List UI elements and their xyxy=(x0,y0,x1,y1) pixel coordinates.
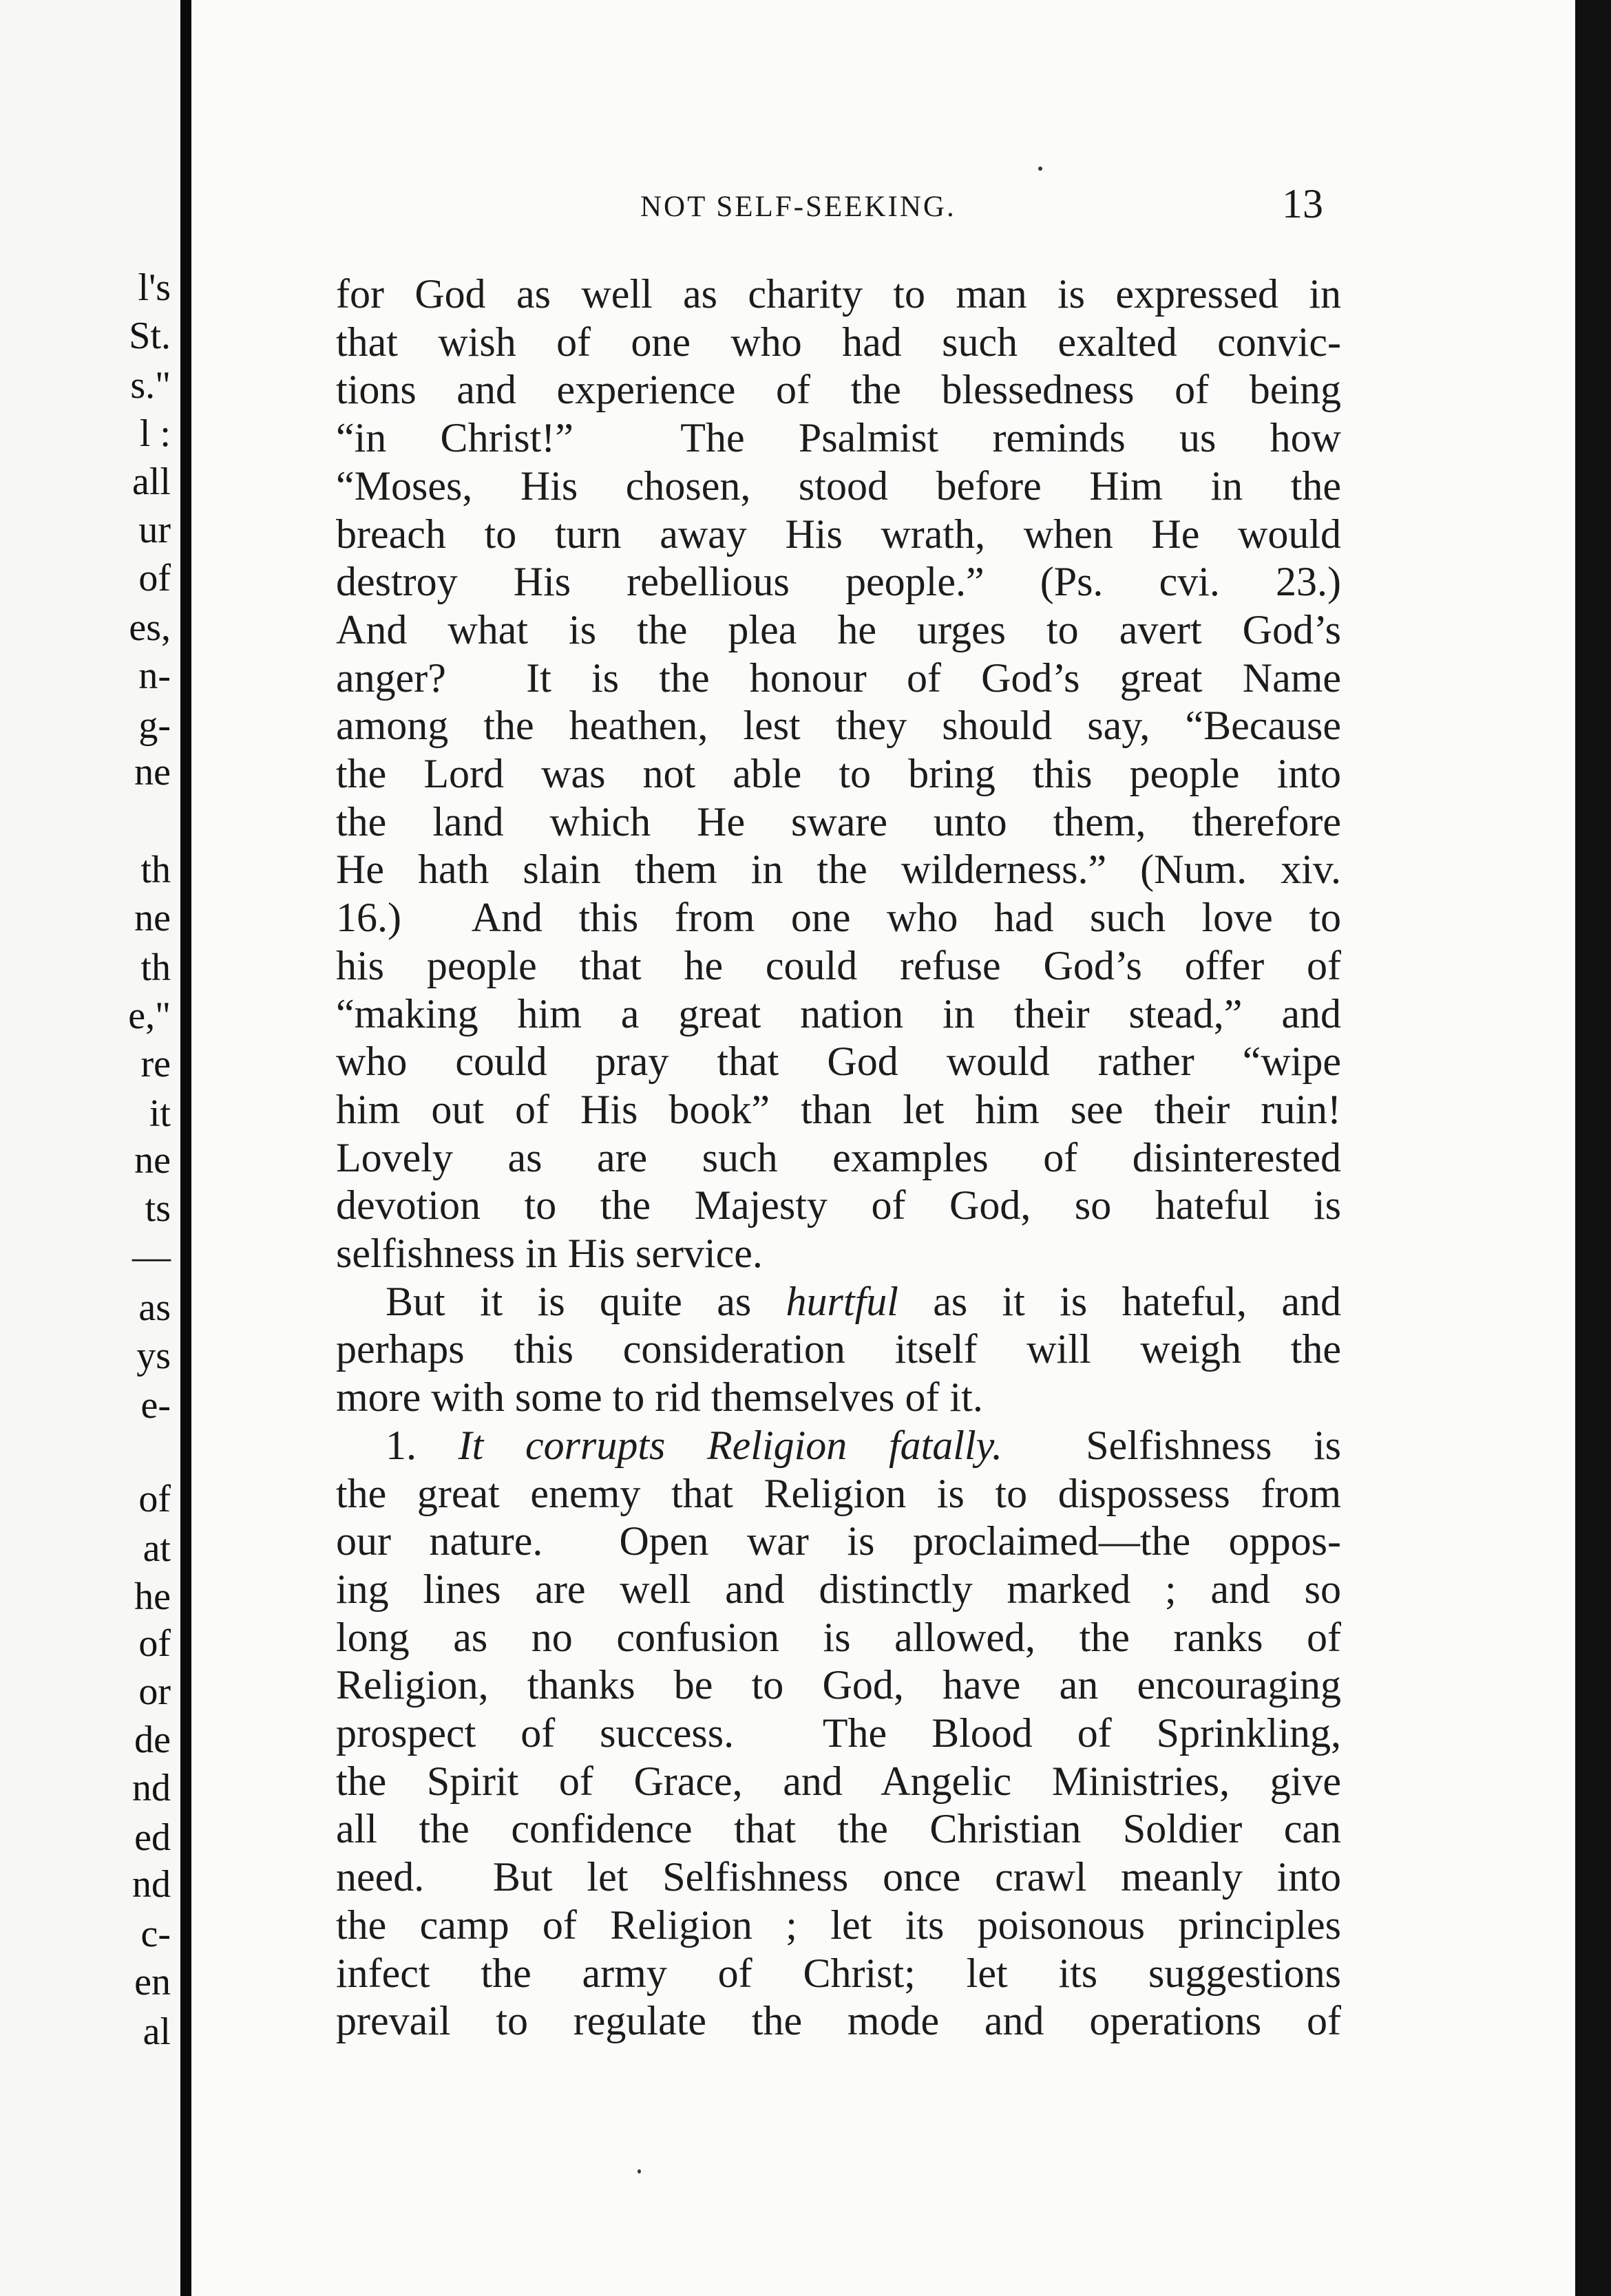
left-page-text-fragment: nd xyxy=(132,1767,171,1809)
text-line xyxy=(336,942,1341,990)
left-page-text-fragment: th xyxy=(140,849,171,891)
left-page-text-fragment: e- xyxy=(140,1384,171,1427)
running-head: NOT SELF-SEEKING. xyxy=(640,191,956,223)
text-segment: the camp of Religion ; let its poisonous principles xyxy=(336,1902,1341,1948)
text-segment: perhaps this consideration itself will weigh the xyxy=(336,1326,1341,1372)
left-page-text-fragment: en xyxy=(134,1961,171,2003)
text-segment: our nature. Open war is proclaimed—the oppos- xyxy=(336,1518,1341,1564)
text-segment: who could pray that God would rather “wipe xyxy=(336,1039,1341,1084)
text-line xyxy=(336,1373,1341,1421)
text-segment: But it is quite as xyxy=(386,1279,786,1324)
left-page-text-fragment: or xyxy=(138,1670,171,1713)
text-line xyxy=(336,1517,1341,1565)
text-segment: Religion, thanks be to God, have an encouraging xyxy=(336,1662,1341,1708)
left-page-text-fragment: l's xyxy=(138,266,171,309)
text-line xyxy=(336,1805,1341,1853)
previous-page-edge xyxy=(0,0,180,2296)
left-page-text-fragment: of xyxy=(138,557,171,599)
left-page-text-fragment: as xyxy=(138,1286,171,1329)
page-edge-shadow xyxy=(1575,0,1611,2296)
text-segment: prevail to regulate the mode and operations of xyxy=(336,1998,1341,2043)
text-line xyxy=(336,606,1341,654)
text-segment: “Moses, His chosen, stood before Him in the xyxy=(336,463,1341,509)
text-line xyxy=(336,845,1341,893)
text-line xyxy=(336,510,1341,558)
left-page-text-fragment: — xyxy=(132,1235,171,1278)
text-segment: “making him a great nation in their stead,” and xyxy=(336,991,1341,1037)
text-segment: among the heathen, lest they should say, “Because xyxy=(336,703,1341,748)
text-line xyxy=(336,1325,1341,1373)
text-line xyxy=(336,1997,1341,2045)
book-gutter xyxy=(180,0,191,2296)
left-page-text-fragment: ne xyxy=(134,897,171,939)
left-page-text-fragment: ne xyxy=(134,751,171,794)
text-line xyxy=(336,1469,1341,1518)
text-segment: And what is the plea he urges to avert God’s xyxy=(336,607,1341,652)
text-segment: devotion to the Majesty of God, so hateful is xyxy=(336,1182,1341,1228)
italic-text: It corrupts Religion fatally. xyxy=(458,1423,1002,1468)
text-line xyxy=(336,654,1341,702)
text-line xyxy=(336,1661,1341,1709)
text-line xyxy=(336,1181,1341,1229)
text-line xyxy=(336,701,1341,750)
left-page-text-fragment: ys xyxy=(136,1335,171,1377)
text-segment: selfishness in His service. xyxy=(336,1231,763,1276)
text-line xyxy=(336,414,1341,462)
left-page-text-fragment: l : xyxy=(139,412,171,455)
text-line xyxy=(336,365,1341,414)
left-page-text-fragment: th xyxy=(140,946,171,989)
text-segment: anger? It is the honour of God’s great Name xyxy=(336,655,1341,701)
text-segment: destroy His rebellious people.” (Ps. cvi. 23.) xyxy=(336,559,1341,604)
text-segment: tions and experience of the blessedness of being xyxy=(336,367,1341,412)
left-page-text-fragment: nd xyxy=(132,1863,171,1906)
left-page-text-fragment: of xyxy=(138,1622,171,1665)
text-segment: Selfishness is xyxy=(1002,1423,1341,1468)
text-line xyxy=(336,1085,1341,1134)
left-page-text-fragment: he xyxy=(134,1575,171,1618)
left-page-text-fragment: St. xyxy=(129,315,171,357)
text-line xyxy=(336,1949,1341,1997)
text-line xyxy=(336,1613,1341,1661)
text-segment: all the confidence that the Christian Soldier can xyxy=(336,1806,1341,1851)
text-segment: the Spirit of Grace, and Angelic Ministries, give xyxy=(336,1758,1341,1804)
text-line xyxy=(336,750,1341,798)
left-page-text-fragment: all xyxy=(132,460,171,503)
left-page-text-fragment: of xyxy=(138,1478,171,1520)
text-line xyxy=(336,1901,1341,1949)
text-segment: the great enemy that Religion is to dispossess from xyxy=(336,1471,1341,1516)
left-page-text-fragment: ur xyxy=(138,509,171,551)
text-segment: as it is hateful, and xyxy=(898,1279,1341,1324)
text-segment: the Lord was not able to bring this people into xyxy=(336,751,1341,796)
text-segment: 16.) And this from one who had such love to xyxy=(336,895,1341,940)
text-segment: the land which He sware unto them, therefore xyxy=(336,799,1341,844)
text-segment: Lovely as are such examples of disinterested xyxy=(336,1135,1341,1180)
text-line xyxy=(336,462,1341,510)
italic-text: hurtful xyxy=(786,1279,898,1324)
text-line xyxy=(336,1709,1341,1757)
text-line xyxy=(336,893,1341,942)
page-number: 13 xyxy=(1282,181,1323,226)
text-line xyxy=(336,1229,1341,1277)
text-segment: need. But let Selfishness once crawl meanly into xyxy=(336,1854,1341,1900)
text-segment: ing lines are well and distinctly marked ; and so xyxy=(336,1566,1341,1612)
left-page-text-fragment: n- xyxy=(138,655,171,697)
left-page-text-fragment: at xyxy=(143,1527,171,1570)
text-segment: “in Christ!” The Psalmist reminds us how xyxy=(336,415,1341,460)
text-segment: his people that he could refuse God’s offer of xyxy=(336,943,1341,988)
left-page-text-fragment: s." xyxy=(130,364,171,407)
text-line xyxy=(336,557,1341,606)
text-line xyxy=(336,990,1341,1038)
text-line xyxy=(336,1277,1341,1326)
left-page-text-fragment: al xyxy=(143,2010,171,2053)
left-page-text-fragment: re xyxy=(140,1043,171,1085)
text-line xyxy=(336,1421,1341,1469)
text-segment: infect the army of Christ; let its suggestions xyxy=(336,1950,1341,1996)
text-segment: long as no confusion is allowed, the ranks of xyxy=(336,1615,1341,1660)
text-line xyxy=(336,798,1341,846)
text-line xyxy=(336,270,1341,318)
text-segment: him out of His book” than let him see their ruin! xyxy=(336,1087,1341,1132)
left-page-text-fragment: ts xyxy=(145,1187,171,1230)
text-segment: prospect of success. The Blood of Sprinkling, xyxy=(336,1710,1341,1756)
left-page-text-fragment: es, xyxy=(129,606,171,649)
text-line xyxy=(336,1853,1341,1901)
text-line xyxy=(336,318,1341,366)
text-segment: 1. xyxy=(386,1423,459,1468)
text-line xyxy=(336,1134,1341,1182)
text-line xyxy=(336,1037,1341,1085)
text-segment: breach to turn away His wrath, when He would xyxy=(336,511,1341,557)
text-segment: for God as well as charity to man is expressed in xyxy=(336,271,1341,317)
text-segment: that wish of one who had such exalted convic- xyxy=(336,319,1341,365)
text-segment: He hath slain them in the wilderness.” (Num. xiv. xyxy=(336,847,1341,892)
ink-speck xyxy=(638,2169,641,2173)
left-page-text-fragment: de xyxy=(134,1719,171,1761)
text-segment: more with some to rid themselves of it. xyxy=(336,1374,983,1420)
text-line xyxy=(336,1757,1341,1805)
left-page-text-fragment: e," xyxy=(128,995,171,1037)
left-page-text-fragment: ne xyxy=(134,1139,171,1182)
left-page-text-fragment: g- xyxy=(138,704,171,747)
text-line xyxy=(336,1565,1341,1613)
ink-speck xyxy=(1038,167,1042,171)
left-page-text-fragment: it xyxy=(149,1092,171,1135)
left-page-text-fragment: ed xyxy=(134,1816,171,1859)
left-page-text-fragment: c- xyxy=(140,1913,171,1955)
